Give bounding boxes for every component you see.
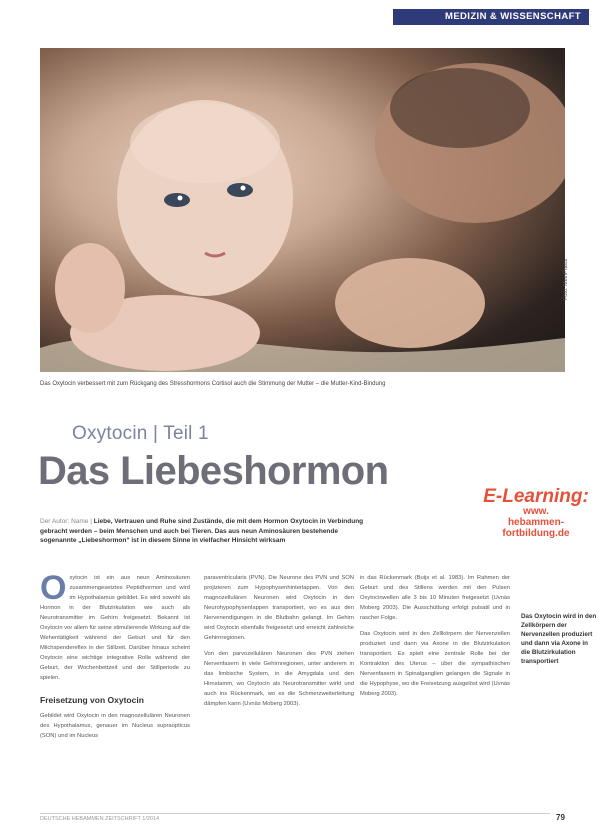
drop-cap: O <box>40 569 67 607</box>
column-1-paragraph-2: Gebildet wird Oxytocin in den magnozellulären Neuronen des Hypothalamus, genauer im Nucleus supraopticus (SON) und im Nucleus <box>40 713 190 739</box>
column-1 <box>40 569 190 741</box>
baby-and-mother-illustration <box>40 48 565 372</box>
sidebar-note: Das Oxytocin wird in den Zellkörpern der Nervenzellen produziert und dann via Axone in die Blutzirkulation transportiert <box>521 613 597 665</box>
footer-publication: DEUTSCHE HEBAMMEN ZEITSCHRIFT 1/2014 <box>40 816 160 822</box>
lead-text: Liebe, Vertrauen und Ruhe sind Zustände, die mit dem Hormon Oxytocin in Verbindung gebracht werden – beim Menschen und auch bei Tieren. Das aus neun Aminosäuren bestehende sogenannte „Liebeshormon“ ist in diesem Sinne in vielfacher Hinsicht wirksam <box>40 518 364 544</box>
elearning-url-line1: www. <box>523 506 549 517</box>
page-number: 79 <box>556 813 565 822</box>
column-3-paragraph-2: Das Oxytocin wird in den Zellkörpern der Nervenzellen produziert und dann via Axone in die Blutzirkulation transportiert. Es spielt eine zentrale Rolle bei der Kontraktion des Uterus – über die sympathischen Nervenfasern in Spinalganglien gelangen die Signale in die Hypophyse, wo die Freisetzung ausgelöst wird (Uvnäs Moberg 2003). <box>360 631 510 697</box>
photo-credit: Foto: MeinPraxis <box>563 258 569 300</box>
lead-author: Der Autor: Name | <box>40 518 92 525</box>
article-kicker: Oxytocin | Teil 1 <box>72 423 209 444</box>
column-1-paragraph-1: xytocin ist ein aus neun Aminosäuren zusammengesetztes Peptidhormon und wird im Hypothalamus gebildet. Es wird sowohl als Hormon in der Blutzirkulation wie auch als Neurotransmitter im Gehirn freigesetzt. Bekannt ist Oxytocin vor allem für seine stimulierende Wirkung auf die Wehentätigkeit während der Geburt und für den Milchspendereflex in der Stillzeit. Darüber hinaus scheint Oxytocin eine wichtige integrative Rolle während der Geburt, der Wochenbettzeit und der Stillperiode zu spielen. <box>40 575 190 681</box>
subheading-freisetzung: Freisetzung von Oxytocin <box>40 695 144 705</box>
elearning-url-line3: fortbildung.de <box>502 528 570 539</box>
article-body <box>40 569 513 805</box>
elearning-label: E-Learning: <box>483 486 589 507</box>
column-2-paragraph-2: Von den parvozellulären Neuronen des PVN ziehen Nervenfasern in viele Gehirnregionen, unter anderem in das limbische System, in die Amygdala und den Hirnstamm, wo Oxytocin als Neurotransmitter wirkt und auch ins Rückenmark, wo es die Schmerzweiterleitung dämpfen kann (Uvnäs Moberg 2003). <box>204 651 354 707</box>
column-2 <box>204 573 354 709</box>
column-2-paragraph-1: paraventricularis (PVN). Die Neurone des PVN und SON projizieren zum Hypophysenhinterlappen. Von den magnozellulären Neuronen wird Oxytocin in den Neurohypophysenlappen transportiert, wo es aus den Nervenendigungen in die Blutbahn gelangt. Im Gehirn wird Oxytocin ebenfalls freigesetzt und erreicht zahlreiche Gehirnregionen. <box>204 575 354 641</box>
column-3 <box>360 573 510 699</box>
column-3-paragraph-1: in das Rückenmark (Buijs et al. 1983). Im Rahmen der Geburt und des Stillens werden mit den Pulsen Oxytocinwellen alle 3 bis 10 Minuten freigesetzt (Uvnäs Moberg 2003). Die Ausschüttung erfolgt pulsatil und in rascher Folge. <box>360 575 510 621</box>
lead-paragraph <box>40 517 375 546</box>
elearning-badge[interactable] <box>476 487 596 539</box>
section-tag: MEDIZIN & WISSENSCHAFT <box>393 9 589 25</box>
article-headline: Das Liebeshormon <box>38 449 389 493</box>
elearning-url-line2: hebammen- <box>507 517 565 528</box>
hero-photo <box>40 48 565 372</box>
footer-rule <box>40 813 550 814</box>
photo-caption: Das Oxytocin verbessert mit zum Rückgang des Stresshormons Cortisol auch die Stimmung der Mutter – die Mutter-Kind-Bindung <box>40 381 386 387</box>
